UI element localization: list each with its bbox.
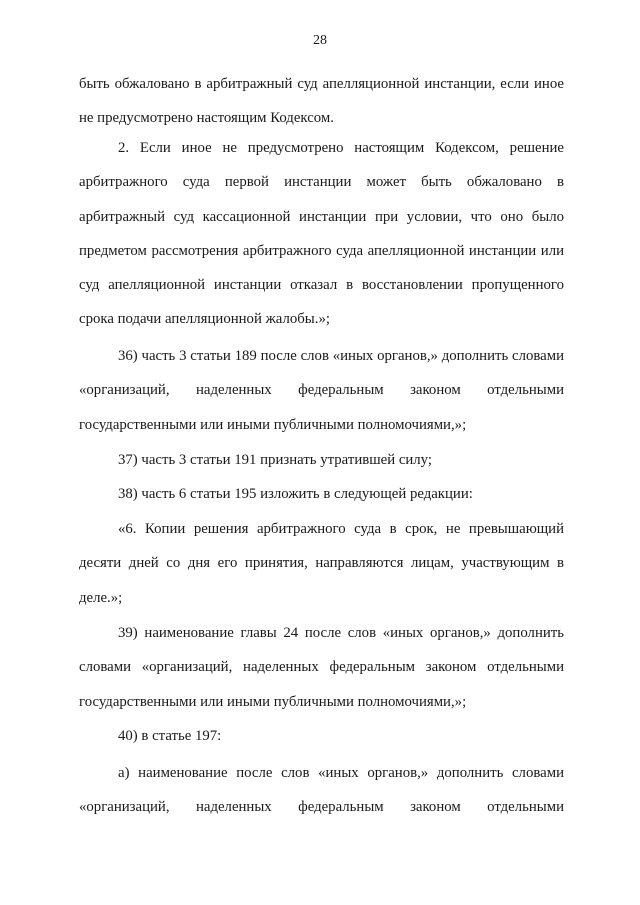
paragraph-item-2: 2. Если иное не предусмотрено настоящим Кодексом, решение арбитражного суда первой инстанции может быть обжаловано в арбитражный суд кассационной инстанции при условии, что оно было предметом рассмотрения арбитражного суда апелляционной инстанции или суд апелляционной инстанции отказал в восстановлении пропущенного срока подачи апелляционной жалобы.»; <box>79 140 564 328</box>
paragraph-continuation: быть обжаловано в арбитражный суд апелляционной инстанции, если иное не предусмотрено настоящим Кодексом. <box>79 76 564 127</box>
paragraph-quote-6: «6. Копии решения арбитражного суда в срок, не превышающий десяти дней со дня его принятия, направляются лицам, участвующим в деле.»; <box>79 521 564 606</box>
paragraph-item-37: 37) часть 3 статьи 191 признать утратившей силу; <box>118 452 432 468</box>
paragraph-item-36: 36) часть 3 статьи 189 после слов «иных органов,» дополнить словами «организаций, наделенных федеральным законом отдельными государственными или иными публичными полномочиями,»; <box>79 348 564 433</box>
paragraph-item-40: 40) в статье 197: <box>118 728 222 744</box>
paragraph-item-39: 39) наименование главы 24 после слов «иных органов,» дополнить словами «организаций, наделенных федеральным законом отдельными государственными или иными публичными полномочиями,»; <box>79 625 564 710</box>
paragraph-item-40a: а) наименование после слов «иных органов,» дополнить словами «организаций, наделенных федеральным законом отдельными <box>79 765 564 816</box>
paragraph-item-38: 38) часть 6 статьи 195 изложить в следующей редакции: <box>118 486 473 502</box>
page-number: 28 <box>313 33 327 48</box>
